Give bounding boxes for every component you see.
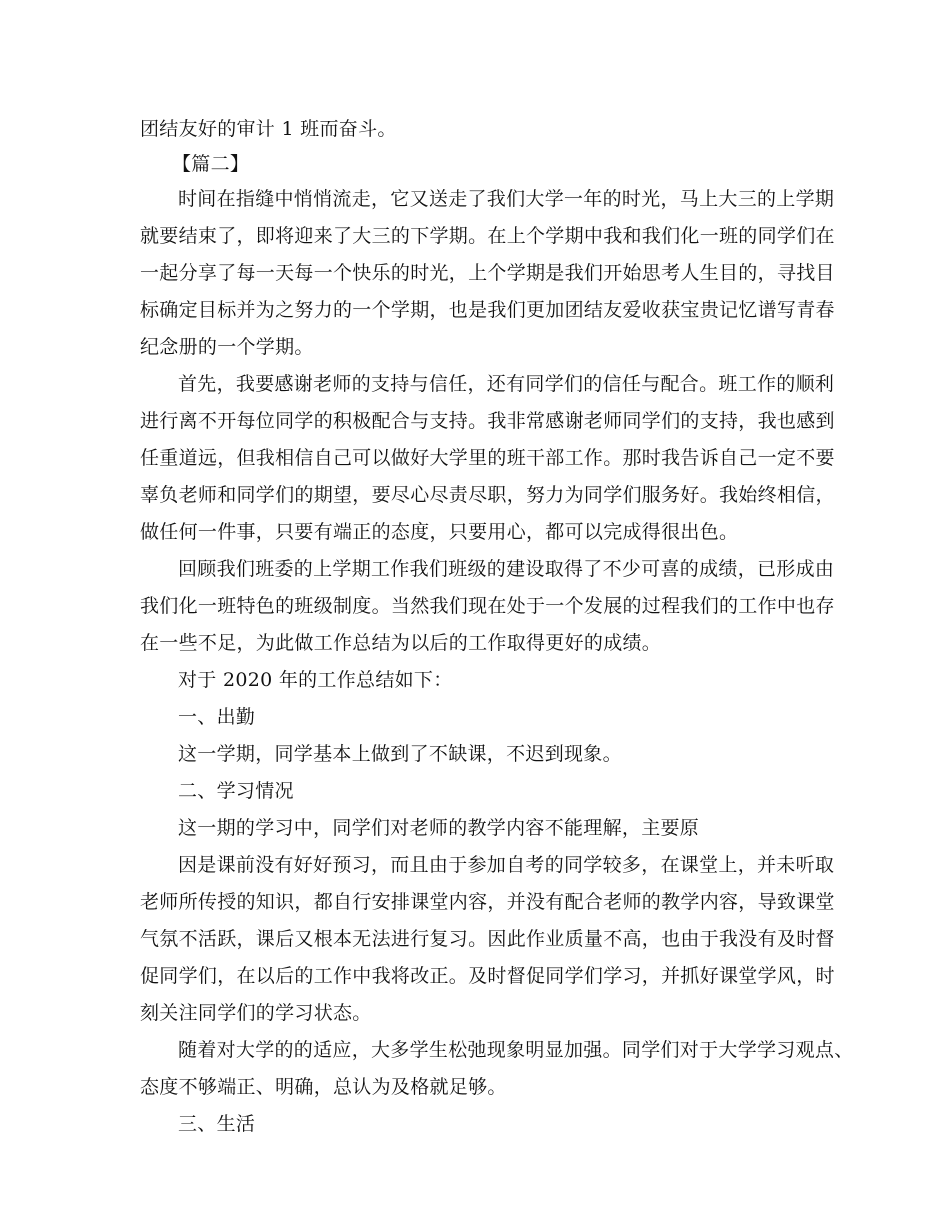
text-line: 团结友好的审计 1 班而奋斗。 [140, 118, 397, 140]
text-line: 我们化一班特色的班级制度。当然我们现在处于一个发展的过程我们的工作中也存 [140, 595, 835, 617]
text-line: 首先，我要感谢老师的支持与信任，还有同学们的信任与配合。班工作的顺利 [178, 373, 835, 395]
text-line: 回顾我们班委的上学期工作我们班级的建设取得了不少可喜的成绩，已形成由 [178, 558, 835, 580]
text-line: 这一学期，同学基本上做到了不缺课，不迟到现象。 [178, 743, 622, 765]
section-heading: 二、学习情况 [178, 780, 294, 802]
text-line: 纪念册的一个学期。 [140, 336, 314, 358]
text-line: 这一期的学习中，同学们对老师的教学内容不能理解，主要原 [178, 817, 700, 839]
text-line: 时间在指缝中悄悄流走，它又送走了我们大学一年的时光，马上大三的上学期 [178, 188, 835, 210]
text-line: 对于 2020 年的工作总结如下： [178, 669, 453, 691]
text-line: 一起分享了每一天每一个快乐的时光，上个学期是我们开始思考人生目的，寻找目 [140, 262, 835, 284]
text-line: 因是课前没有好好预习，而且由于参加自考的同学较多，在课堂上，并未听取 [178, 854, 835, 876]
text-line: 就要结束了，即将迎来了大三的下学期。在上个学期中我和我们化一班的同学们在 [140, 225, 835, 247]
text-line: 标确定目标并为之努力的一个学期，也是我们更加团结友爱收获宝贵记忆谱写青春 [140, 299, 835, 321]
text-line: 做任何一件事，只要有端正的态度，只要用心，都可以完成得很出色。 [140, 521, 739, 543]
text-line: 在一些不足，为此做工作总结为以后的工作取得更好的成绩。 [140, 632, 662, 654]
text-line: 辜负老师和同学们的期望，要尽心尽责尽职，努力为同学们服务好。我始终相信， [140, 484, 835, 506]
text-line: 气氛不活跃，课后又根本无法进行复习。因此作业质量不高，也由于我没有及时督 [140, 928, 835, 950]
text-line: 促同学们，在以后的工作中我将改正。及时督促同学们学习，并抓好课堂学风，时 [140, 965, 835, 987]
text-line: 老师所传授的知识，都自行安排课堂内容，并没有配合老师的教学内容，导致课堂 [140, 891, 835, 913]
section-heading: 一、出勤 [178, 706, 256, 728]
text-line: 任重道远，但我相信自己可以做好大学里的班干部工作。那时我告诉自己一定不要 [140, 447, 835, 469]
text-line: 态度不够端正、明确，总认为及格就足够。 [140, 1076, 507, 1098]
text-line: 进行离不开每位同学的积极配合与支持。我非常感谢老师同学们的支持，我也感到 [140, 410, 835, 432]
text-line: 刻关注同学们的学习状态。 [140, 1002, 372, 1024]
text-line: 随着对大学的的适应，大多学生松弛现象明显加强。同学们对于大学学习观点、 [178, 1039, 854, 1061]
section-heading: 三、生活 [178, 1113, 256, 1135]
section-heading: 【篇二】 [172, 153, 250, 175]
